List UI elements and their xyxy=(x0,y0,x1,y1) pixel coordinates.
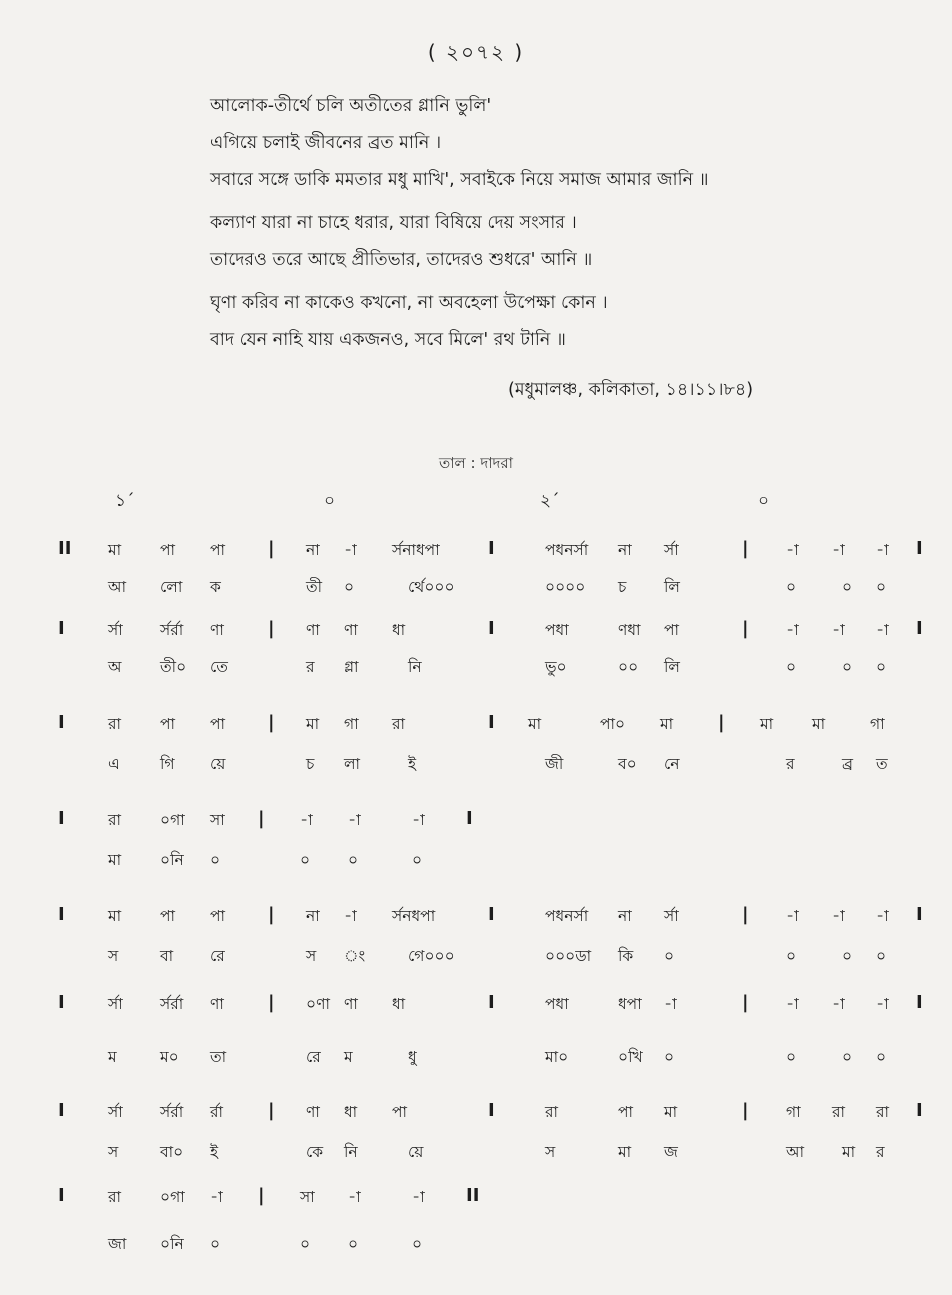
lyric-syllable: ০ xyxy=(300,1235,311,1253)
lyric-syllable: ০ xyxy=(876,947,887,965)
lyric-syllable: ০ xyxy=(842,578,853,596)
lyric-syllable: ০নি xyxy=(160,851,184,869)
lyric-syllable: তা xyxy=(210,1048,227,1066)
swara-note: -া xyxy=(412,811,425,829)
swara-note: ধা xyxy=(392,621,406,639)
lyric-syllable: আ xyxy=(108,578,127,596)
bar-line: I xyxy=(488,538,495,559)
lyric-syllable: লি xyxy=(664,658,680,676)
lyric-syllable: জী xyxy=(545,755,564,773)
swara-note: মা xyxy=(660,715,674,733)
lyric-syllable: ০নি xyxy=(160,1235,184,1253)
poem-line: বাদ যেন নাহি যায় একজনও, সবে মিলে' রথ টানি ॥ xyxy=(210,330,566,350)
bar-line: I xyxy=(488,992,495,1013)
poem-line: কল্যাণ যারা না চাহে ধরার, যারা বিষিয়ে দেয় সংসার । xyxy=(210,213,577,233)
swara-note: পধনর্সা xyxy=(545,907,589,925)
swara-note: রা xyxy=(108,811,122,829)
lyric-syllable: নি xyxy=(344,1143,358,1161)
swara-note: ধপা xyxy=(618,995,642,1013)
poem-line: ঘৃণা করিব না কাকেও কখনো, না অবহেলা উপেক্ষা কোন । xyxy=(210,293,608,313)
lyric-syllable: য়ে xyxy=(210,755,226,773)
lyric-syllable: ই xyxy=(408,755,417,773)
swara-note: মা xyxy=(760,715,774,733)
lyric-syllable: ধু xyxy=(408,1048,417,1066)
bar-line: I xyxy=(58,618,65,639)
lyric-syllable: ত xyxy=(876,755,888,773)
lyric-syllable: ম xyxy=(108,1048,117,1066)
bar-line: I xyxy=(916,992,923,1013)
bar-line: | xyxy=(742,992,749,1013)
swara-note: -া xyxy=(348,811,361,829)
lyric-syllable: ০ xyxy=(876,1048,887,1066)
lyric-syllable: জা xyxy=(108,1235,127,1253)
lyric-syllable: ভু০ xyxy=(545,658,567,676)
lyric-syllable: র xyxy=(306,658,315,676)
swara-note: র্রা xyxy=(210,1103,224,1121)
lyric-syllable: ম xyxy=(344,1048,353,1066)
swara-note: পা xyxy=(210,907,226,925)
swara-note: রা xyxy=(392,715,406,733)
swara-note: র্সনধপা xyxy=(392,907,436,925)
swara-note: গা xyxy=(870,715,885,733)
swara-note: পধনর্সা xyxy=(545,541,589,559)
lyric-syllable: গ্লা xyxy=(344,658,359,676)
swara-note: পধা xyxy=(545,621,569,639)
lyric-syllable: ব০ xyxy=(618,755,637,773)
lyric-syllable: ই xyxy=(210,1143,219,1161)
lyric-syllable: ০ xyxy=(842,658,853,676)
beat-marks xyxy=(0,488,952,518)
lyric-syllable: কি xyxy=(618,947,634,965)
swara-note: মা xyxy=(812,715,826,733)
lyric-syllable: মা xyxy=(618,1143,632,1161)
lyric-syllable: স xyxy=(108,1143,119,1161)
beat-mark: ০ xyxy=(758,491,770,511)
swara-note: পা xyxy=(160,715,176,733)
swara-note: র্সর্রা xyxy=(160,995,184,1013)
swara-note: -া xyxy=(786,541,799,559)
lyric-syllable: রে xyxy=(210,947,225,965)
lyric-syllable: নে xyxy=(664,755,680,773)
lyric-syllable: তী০ xyxy=(160,658,187,676)
swara-note: -া xyxy=(832,541,845,559)
lyric-syllable: ০ xyxy=(210,1235,221,1253)
swara-note: -া xyxy=(786,621,799,639)
lyric-syllable: ক xyxy=(210,578,221,596)
swara-note: রা xyxy=(545,1103,559,1121)
swara-note: -া xyxy=(876,621,889,639)
bar-line: | xyxy=(268,1100,275,1121)
bar-line: | xyxy=(268,992,275,1013)
swara-note: ণা xyxy=(344,621,358,639)
lyric-syllable: র xyxy=(786,755,795,773)
beat-mark: ০ xyxy=(324,491,336,511)
lyric-syllable: ০ xyxy=(786,658,797,676)
swara-note: রা xyxy=(108,1188,122,1206)
bar-line: | xyxy=(742,618,749,639)
lyric-syllable: ০ xyxy=(344,578,355,596)
swara-note: পা xyxy=(618,1103,634,1121)
swara-note: না xyxy=(306,907,320,925)
lyric-syllable: ০ xyxy=(664,947,675,965)
swara-note: গা xyxy=(786,1103,801,1121)
lyric-syllable: ০খি xyxy=(618,1048,643,1066)
swara-note: -া xyxy=(832,907,845,925)
lyric-syllable: য়ে xyxy=(408,1143,424,1161)
lyric-syllable: অ xyxy=(108,658,122,676)
swara-note: র্সর্রা xyxy=(160,621,184,639)
swara-note: -া xyxy=(344,907,357,925)
lyric-syllable: ০ xyxy=(786,1048,797,1066)
bar-line: I xyxy=(488,712,495,733)
swara-note: -া xyxy=(210,1188,223,1206)
lyric-syllable: মা xyxy=(842,1143,856,1161)
lyric-syllable: র xyxy=(876,1143,885,1161)
bar-line: | xyxy=(258,808,265,829)
lyric-syllable: ০ xyxy=(786,578,797,596)
swara-note: ০গা xyxy=(160,811,185,829)
swara-note: ণা xyxy=(210,621,224,639)
swara-note: মা xyxy=(108,541,122,559)
swara-note: -া xyxy=(344,541,357,559)
bar-line: | xyxy=(268,904,275,925)
lyric-syllable: মা০ xyxy=(545,1048,569,1066)
swara-note: ণধা xyxy=(618,621,641,639)
bar-line: I xyxy=(58,1185,65,1206)
swara-note: -া xyxy=(300,811,313,829)
swara-note: র্সা xyxy=(108,995,123,1013)
tala-label: তাল : দাদরা xyxy=(438,454,514,472)
bar-line: | xyxy=(268,618,275,639)
swara-note: রা xyxy=(876,1103,890,1121)
lyric-syllable: ০ xyxy=(786,947,797,965)
swara-note: -া xyxy=(348,1188,361,1206)
swara-note: পা xyxy=(392,1103,408,1121)
swara-note: পা xyxy=(160,907,176,925)
poem xyxy=(210,88,860,359)
bar-line: | xyxy=(268,538,275,559)
swara-note: মা xyxy=(108,907,122,925)
swara-note: ণা xyxy=(306,621,320,639)
lyric-syllable: লো xyxy=(160,578,183,596)
bar-line: | xyxy=(742,1100,749,1121)
swara-note: র্সা xyxy=(664,541,679,559)
bar-line: I xyxy=(58,904,65,925)
swara-note: মা xyxy=(528,715,542,733)
poem-line: সবারে সঙ্গে ডাকি মমতার মধু মাখি', সবাইকে নিয়ে সমাজ আমার জানি ॥ xyxy=(210,170,709,190)
swara-note: ণা xyxy=(344,995,358,1013)
lyric-syllable: স xyxy=(306,947,317,965)
lyric-syllable: নি xyxy=(408,658,422,676)
swara-note: রা xyxy=(108,715,122,733)
lyric-syllable: ০ xyxy=(876,578,887,596)
lyric-syllable: ০ xyxy=(348,1235,359,1253)
swara-note: -া xyxy=(412,1188,425,1206)
lyric-syllable: গে০০০ xyxy=(408,947,455,965)
swara-note: ধা xyxy=(392,995,406,1013)
swara-note: পা xyxy=(210,541,226,559)
lyric-syllable: জ xyxy=(664,1143,678,1161)
bar-line: I xyxy=(58,1100,65,1121)
bar-line: I xyxy=(488,904,495,925)
swara-note: ধা xyxy=(344,1103,358,1121)
lyric-syllable: ০ xyxy=(300,851,311,869)
bar-line: I xyxy=(916,538,923,559)
swara-note: মা xyxy=(306,715,320,733)
swara-note: না xyxy=(306,541,320,559)
lyric-syllable: ০ xyxy=(412,1235,423,1253)
lyric-syllable: লি xyxy=(664,578,680,596)
lyric-syllable: ০ xyxy=(842,947,853,965)
poem-line: এগিয়ে চলাই জীবনের ব্রত মানি । xyxy=(210,133,442,153)
swara-note: পা xyxy=(664,621,680,639)
lyric-syllable: ০ xyxy=(210,851,221,869)
bar-line: I xyxy=(466,808,473,829)
lyric-syllable: স xyxy=(108,947,119,965)
lyric-syllable: র্থে০০০ xyxy=(408,578,455,596)
swara-note: র্সা xyxy=(108,1103,123,1121)
lyric-syllable: চ xyxy=(618,578,627,596)
lyric-syllable: মা xyxy=(108,851,122,869)
bar-line: I xyxy=(58,992,65,1013)
lyric-syllable: ০০০০ xyxy=(545,578,586,596)
swara-note: না xyxy=(618,541,632,559)
lyric-syllable: ০ xyxy=(664,1048,675,1066)
bar-line: II xyxy=(466,1185,480,1206)
swara-note: -া xyxy=(832,621,845,639)
swara-note: না xyxy=(618,907,632,925)
bar-line: | xyxy=(742,538,749,559)
beat-mark: ২´ xyxy=(540,491,560,511)
bar-line: | xyxy=(742,904,749,925)
bar-line: | xyxy=(258,1185,265,1206)
lyric-syllable: ০ xyxy=(876,658,887,676)
lyric-syllable: ং xyxy=(344,947,366,965)
swara-note: -া xyxy=(876,995,889,1013)
swara-note: গা xyxy=(344,715,359,733)
lyric-syllable: গি xyxy=(160,755,175,773)
poem-line: তাদেরও তরে আছে প্রীতিভার, তাদেরও শুধরে' আনি ॥ xyxy=(210,250,593,270)
bar-line: | xyxy=(718,712,725,733)
lyric-syllable: ০ xyxy=(348,851,359,869)
swara-note: পা xyxy=(160,541,176,559)
poem-line: আলোক-তীর্থে চলি অতীতের গ্লানি ভুলি' xyxy=(210,96,492,116)
lyric-syllable: ম০ xyxy=(160,1048,179,1066)
swara-note: -া xyxy=(664,995,677,1013)
beat-mark: ১´ xyxy=(115,491,135,511)
bar-line: I xyxy=(488,618,495,639)
swara-note: -া xyxy=(832,995,845,1013)
lyric-syllable: বা xyxy=(160,947,174,965)
swara-note: রা xyxy=(832,1103,846,1121)
lyric-syllable: তে xyxy=(210,658,228,676)
lyric-syllable: রে xyxy=(306,1048,321,1066)
swara-note: -া xyxy=(876,907,889,925)
swara-note: পধা xyxy=(545,995,569,1013)
swara-note: র্সর্রা xyxy=(160,1103,184,1121)
swara-note: র্সনাধপা xyxy=(392,541,440,559)
swara-note: -া xyxy=(786,907,799,925)
bar-line: I xyxy=(58,712,65,733)
bar-line: I xyxy=(916,904,923,925)
swara-note: র্সা xyxy=(108,621,123,639)
bar-line: I xyxy=(488,1100,495,1121)
bar-line: II xyxy=(58,538,72,559)
bar-line: | xyxy=(268,712,275,733)
swara-note: ণা xyxy=(210,995,224,1013)
swara-note: ০ণা xyxy=(306,995,330,1013)
swara-note: পা০ xyxy=(600,715,626,733)
lyric-syllable: চ xyxy=(306,755,315,773)
lyric-syllable: ০০ xyxy=(618,658,639,676)
swara-note: পা xyxy=(210,715,226,733)
lyric-syllable: ব্র xyxy=(842,755,854,773)
poem-source: (মধুমালঞ্চ, কলিকাতা, ১৪।১১।৮৪) xyxy=(508,380,754,400)
lyric-syllable: ০ xyxy=(412,851,423,869)
swara-note: র্সা xyxy=(664,907,679,925)
lyric-syllable: আ xyxy=(786,1143,805,1161)
page-number: ( ২০৭২ ) xyxy=(427,40,525,64)
lyric-syllable: কে xyxy=(306,1143,324,1161)
lyric-syllable: বা০ xyxy=(160,1143,184,1161)
swara-note: -া xyxy=(876,541,889,559)
lyric-syllable: তী xyxy=(306,578,323,596)
bar-line: I xyxy=(916,618,923,639)
swara-note: ০গা xyxy=(160,1188,185,1206)
swara-note: সা xyxy=(210,811,225,829)
lyric-syllable: ০ xyxy=(842,1048,853,1066)
lyric-syllable: ০০০ডা xyxy=(545,947,592,965)
lyric-syllable: লা xyxy=(344,755,361,773)
swara-note: মা xyxy=(664,1103,678,1121)
swara-note: -া xyxy=(786,995,799,1013)
lyric-syllable: স xyxy=(545,1143,556,1161)
lyric-syllable: এ xyxy=(108,755,120,773)
swara-note: সা xyxy=(300,1188,315,1206)
bar-line: I xyxy=(916,1100,923,1121)
swara-note: ণা xyxy=(306,1103,320,1121)
bar-line: I xyxy=(58,808,65,829)
